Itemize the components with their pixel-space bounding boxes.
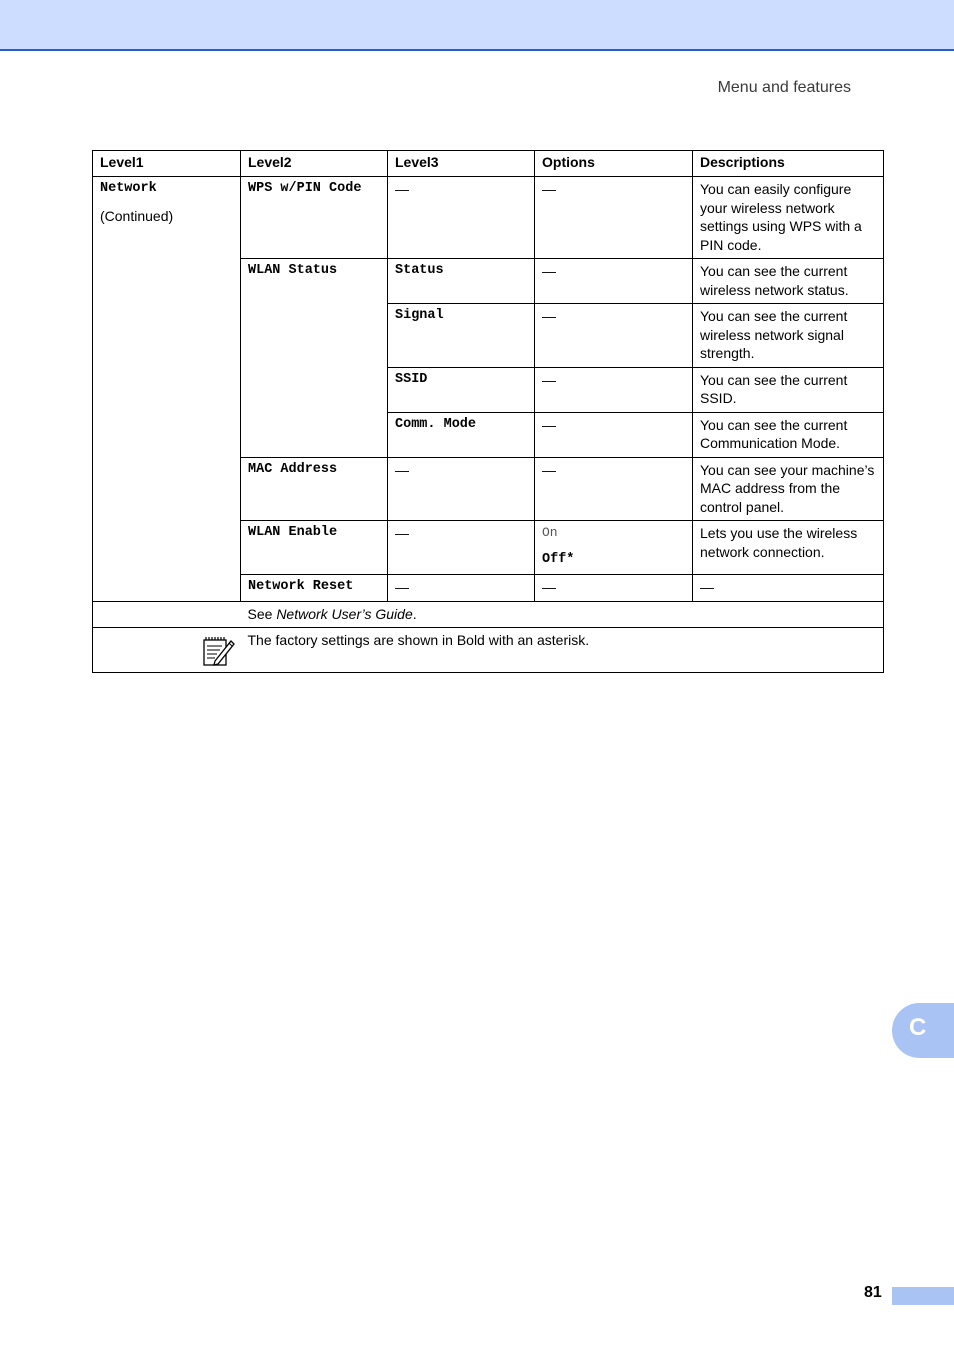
level1-note: (Continued) [100, 207, 174, 224]
note-pencil-icon [201, 634, 235, 668]
note-icon-cell [93, 628, 241, 673]
header-row [93, 151, 884, 177]
column-header: Level1 [93, 151, 241, 177]
level2-cell: WLAN Enable [241, 521, 388, 575]
chapter-tab-label: C [909, 1014, 927, 1041]
level3-cell: — [388, 521, 535, 575]
level2-cell: MAC Address [241, 457, 388, 521]
level3-cell: — [388, 177, 535, 259]
options-cell [535, 521, 693, 575]
level3-cell: SSID [388, 367, 535, 412]
options-cell: — [535, 304, 693, 368]
level1-label: Network [100, 181, 157, 196]
footnote-row [93, 601, 884, 628]
note-text: The factory settings are shown in Bold with an asterisk. [241, 628, 884, 673]
level3-cell: — [388, 575, 535, 602]
menu-table [92, 150, 884, 673]
level2-cell: WLAN Status [241, 259, 388, 458]
description-cell: Lets you use the wireless network connection. [693, 521, 884, 575]
column-header: Level3 [388, 151, 535, 177]
column-header: Descriptions [693, 151, 884, 177]
footnote-cell [241, 601, 884, 628]
level3-cell: Signal [388, 304, 535, 368]
note-row [93, 628, 884, 673]
description-cell: You can see the current wireless network status. [693, 259, 884, 304]
option-off-default: Off* [542, 551, 575, 567]
column-header: Level2 [241, 151, 388, 177]
options-cell: — [535, 457, 693, 521]
table-row [93, 177, 884, 259]
level3-cell: — [388, 457, 535, 521]
description-cell: You can easily configure your wireless network settings using WPS with a PIN code. [693, 177, 884, 259]
top-band [0, 0, 954, 51]
options-cell: — [535, 575, 693, 602]
options-cell: — [535, 412, 693, 457]
footnote-prefix: See [247, 605, 277, 622]
footnote-suffix: . [412, 605, 417, 622]
option-on: On [542, 525, 558, 540]
description-cell: — [693, 575, 884, 602]
footnote-spacer [93, 601, 241, 628]
description-cell: You can see the current wireless network signal strength. [693, 304, 884, 368]
header-title: Menu and features [717, 79, 851, 96]
options-cell: — [535, 367, 693, 412]
page-number: 81 [864, 1284, 882, 1301]
description-cell: You can see the current Communication Mode. [693, 412, 884, 457]
page-number-bar [892, 1287, 954, 1305]
level3-cell: Comm. Mode [388, 412, 535, 457]
guide-reference: Network User’s Guide [276, 605, 413, 622]
level2-cell: Network Reset [241, 575, 388, 602]
options-cell: — [535, 259, 693, 304]
chapter-tab [892, 1003, 954, 1058]
level1-cell [93, 177, 241, 602]
column-header: Options [535, 151, 693, 177]
description-cell: You can see the current SSID. [693, 367, 884, 412]
description-cell: You can see your machine’s MAC address from the control panel. [693, 457, 884, 521]
options-cell: — [535, 177, 693, 259]
level2-cell: WPS w/PIN Code [241, 177, 388, 259]
level3-cell: Status [388, 259, 535, 304]
